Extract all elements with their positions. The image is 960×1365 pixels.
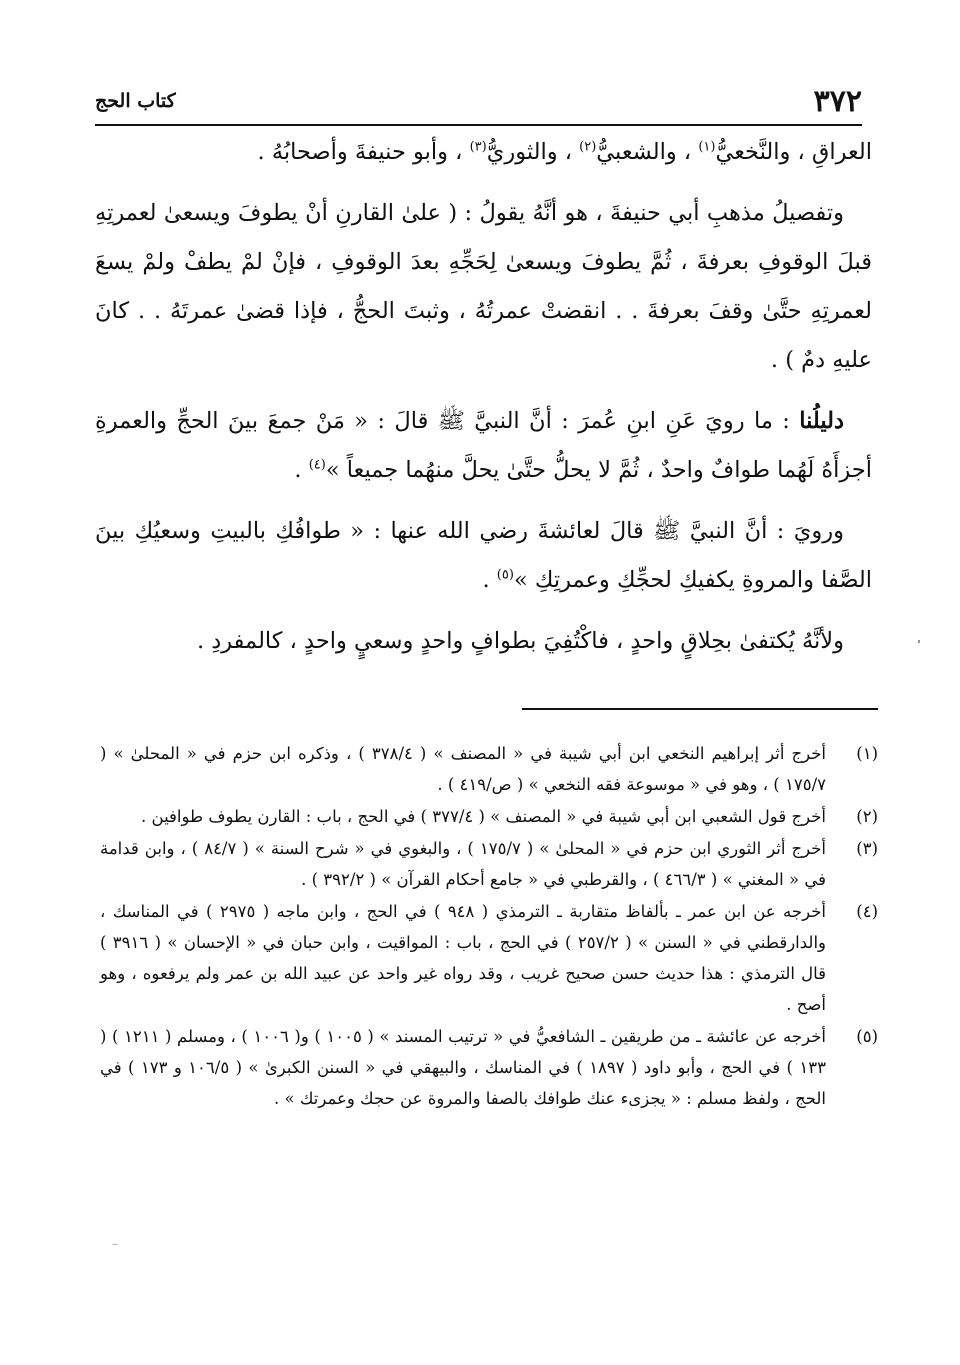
footnote-number: (١) xyxy=(856,744,878,763)
paragraph-4 xyxy=(95,507,872,605)
footnote-item xyxy=(100,738,878,800)
footnote-item xyxy=(100,1021,878,1114)
footnote-ref-5: (٥) xyxy=(496,567,514,583)
footnote-item xyxy=(100,833,878,895)
footnote-separator xyxy=(522,708,878,710)
footnote-text: أخرجه عن ابن عمر ـ بألفاظ متقاربة ـ الترمذي ( ٩٤٨ ) في الحج ، وابن ماجه ( ٢٩٧٥ ) في المناسك ، والدارقطني في « السنن » ( ٢٥٧/٢ ) في الحج ، باب : المواقيت ، وابن حبان في « الإحسان » ( ٣٩١٦ ) قال الترمذي : هذا حديث حسن صحيح غريب ، وقد رواه غير واحد عن عبيد الله بن عمر ولم يرفعوه ، وهو أصح . xyxy=(100,902,827,1014)
page-number: ٣٧٢ xyxy=(813,83,862,119)
paragraph-3 xyxy=(95,397,872,495)
p1-text-4: ، وأبو حنيفةَ وأصحابُهُ . xyxy=(257,139,470,165)
p1-text-3: ، والثوريُّ xyxy=(486,139,580,165)
footnote-ref-3: (٣) xyxy=(469,139,487,155)
paragraph-2: وتفصيلُ مذهبِ أبي حنيفةَ ، هو أنَّهُ يقولُ : ( علىٰ القارنِ أنْ يطوفَ ويسعىٰ لعمرتِهِ قبلَ الوقوفِ بعرفةَ ، ثُمَّ يطوفَ ويسعىٰ لِحَجِّهِ بعدَ الوقوفِ ، فإنْ لمْ يطفْ ولمْ يسعَ لعمرتِهِ حتَّىٰ وقفَ بعرفةَ . . انقضتْ عمرتُهُ ، وثبتَ الحجُّ ، فإذا قضىٰ عمرتَهُ . . كانَ عليهِ دمٌ ) . xyxy=(95,200,872,373)
footnote-ref-4: (٤) xyxy=(308,457,326,473)
dalil-heading: دليلُنا xyxy=(799,408,844,434)
footnote-text: أخرج أثر إبراهيم النخعي ابن أبي شيبة في « المصنف » ( ٣٧٨/٤ ) ، وذكره ابن حزم في « المحلىٰ » ( ١٧٥/٧ ) ، وهو في « موسوعة فقه النخعي » ( ص/٤١٩ ) . xyxy=(100,744,827,794)
footnote-item xyxy=(100,801,878,832)
header-rule xyxy=(95,124,862,126)
footnote-number: (٢) xyxy=(856,807,878,826)
p3-text-2: . xyxy=(294,457,309,483)
footnote-item xyxy=(100,896,878,1020)
running-title: كتاب الحج xyxy=(95,90,176,112)
scan-speck xyxy=(112,1244,118,1249)
footnote-text: أخرج أثر الثوري ابن حزم في « المحلىٰ » ( ١٧٥/٧ ) ، والبغوي في « شرح السنة » ( ٨٤/٧ ) ، وابن قدامة في « المغني » ( ٤٦٦/٣ ) ، والقرطبي في « جامع أحكام القرآن » ( ٣٩٢/٢ ) . xyxy=(100,839,826,889)
main-text xyxy=(95,128,872,666)
footnote-ref-2: (٢) xyxy=(579,139,597,155)
p4-text-1: ورويَ : أنَّ النبيَّ ﷺ قالَ لعائشةَ رضي الله عنها : « طوافُكِ بالبيتِ وسعيُكِ بينَ الصَّفا والمروةِ يكفيكِ لحجِّكِ وعمرتِكِ » xyxy=(95,518,872,593)
footnote-number: (٥) xyxy=(856,1027,878,1046)
footnote-text: أخرجه عن عائشة ـ من طريقين ـ الشافعيُّ في « ترتيب المسند » ( ١٠٠٥ ) و( ١٠٠٦ ) ، ومسلم ( ١٢١١ ) ( ١٣٣ ) في الحج ، وأبو داود ( ١٨٩٧ ) في المناسك ، والبيهقي في « السنن الكبرىٰ » ( ١٠٦/٥ و ١٧٣ ) في الحج ، ولفظ مسلم : « يجزىء عنك طوافك بالصفا والمروة عن حجك وعمرتك » . xyxy=(100,1027,826,1108)
footnote-ref-1: (١) xyxy=(698,139,716,155)
p4-text-2: . xyxy=(482,567,497,593)
p1-text-2: ، والشعبيُّ xyxy=(596,139,699,165)
p1-text-1: العراقِ ، والنَّخعيُّ xyxy=(715,139,872,165)
page-header xyxy=(95,80,862,122)
scan-mark xyxy=(918,640,920,643)
paragraph-1 xyxy=(95,128,872,177)
footnote-number: (٤) xyxy=(856,902,878,921)
footnote-number: (٣) xyxy=(856,839,878,858)
footnote-text: أخرج قول الشعبي ابن أبي شيبة في « المصنف » ( ٣٧٧/٤ ) في الحج ، باب : القارن يطوف طوافين . xyxy=(141,807,826,826)
p3-text-1: : ما رويَ عَنِ ابنِ عُمرَ : أنَّ النبيَّ ﷺ قالَ : « مَنْ جمعَ بينَ الحجِّ والعمرةِ أجزأَهُ لَهُما طوافٌ واحدٌ ، ثُمَّ لا يحلُّ حتَّىٰ يحلَّ منهُما جميعاً » xyxy=(95,408,872,483)
paragraph-5: ولأنَّهُ يُكتفىٰ بحِلاقٍ واحدٍ ، فاكْتُفِيَ بطوافٍ واحدٍ وسعيٍ واحدٍ ، كالمفردِ . xyxy=(196,628,844,654)
footnotes xyxy=(100,738,878,1115)
